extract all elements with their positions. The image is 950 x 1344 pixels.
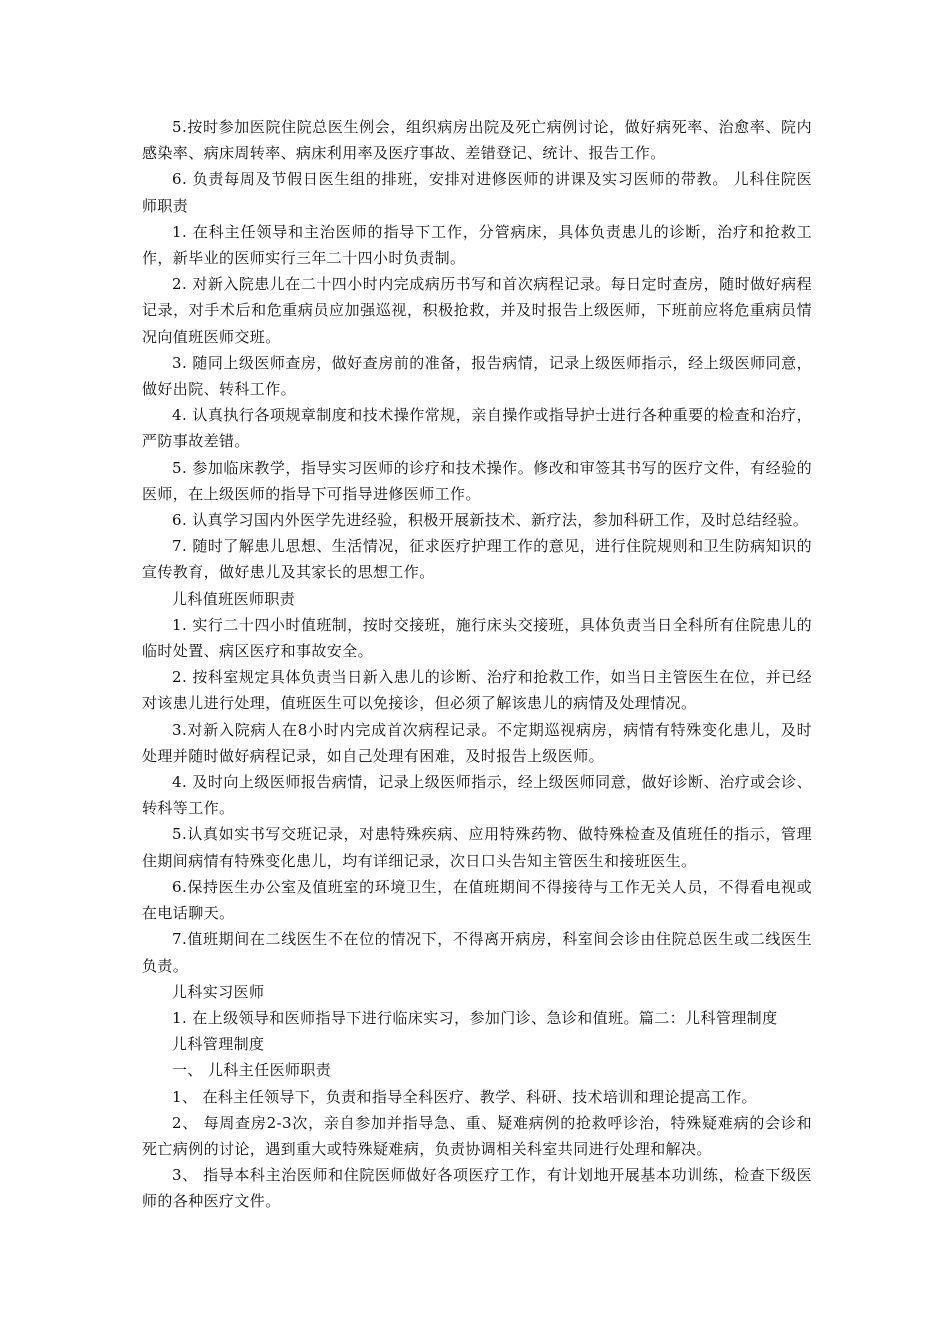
paragraph-7: 5. 参加临床教学，指导实习医师的诊疗和技术操作。修改和审签其书写的医疗文件，有经验的医师，在上级医师的指导下可指导进修医师工作。: [142, 458, 812, 503]
paragraph-17: 7.值班期间在二线医生不在位的情况下，不得离开病房，科室间会诊由住院总医生或二线医生负责。: [142, 930, 812, 975]
paragraph-23: 2、 每周查房2-3次，亲自参加并指导急、重、疑难病例的抢救呼诊治，特殊疑难病的会诊和死亡病例的讨论，遇到重大或特殊疑难病，负责协调相关科室共同进行处理和解决。: [142, 1113, 812, 1158]
paragraph-4: 2. 对新入院患儿在二十四小时内完成病历书写和首次病程记录。每日定时查房，随时做好病程记录，对手术后和危重病员应加强巡视，积极抢救，并及时报告上级医师，下班前应将危重病员情况向值班医师交班。: [142, 275, 812, 346]
paragraph-16: 6.保持医生办公室及值班室的环境卫生，在值班期间不得接待与工作无关人员，不得看电视或在电话聊天。: [142, 877, 812, 923]
paragraph-12: 2. 按科室规定具体负责当日新入患儿的诊断、治疗和抢救工作，如当日主管医生在位，并已经对该患儿进行处理，值班医生可以免接诊，但必须了解该患儿的病情及处理情况。: [142, 668, 812, 713]
paragraph-24: 3、 指导本科主治医师和住院医师做好各项医疗工作，有计划地开展基本功训练，检查下级医师的各种医疗文件。: [142, 1166, 812, 1211]
section-heading-intern: 儿科实习医师: [172, 982, 265, 1001]
paragraph-11: 1. 实行二十四小时值班制，按时交接班，施行床头交接班，具体负责当日全科所有住院患儿的临时处置、病区医疗和事故安全。: [142, 615, 812, 661]
section-heading-chief-physician: 一、 儿科主任医师职责: [172, 1061, 332, 1080]
paragraph-14: 4. 及时向上级医师报告病情，记录上级医师指示，经上级医师同意，做好诊断、治疗或会诊、转科等工作。: [142, 773, 812, 818]
paragraph-8: 6. 认真学习国内外医学先进经验，积极开展新技术、新疗法，参加科研工作，及时总结经验。: [172, 511, 809, 530]
section-heading-duty-doctor: 儿科值班医师职责: [172, 589, 296, 608]
section-heading-management: 儿科管理制度: [172, 1035, 265, 1054]
paragraph-15: 5.认真如实书写交班记录，对患特殊疾病、应用特殊药物、做特殊检查及值班任的指示，管理住期间病情有特殊变化患儿，均有详细记录，次日口头告知主管医生和接班医生。: [142, 825, 812, 870]
paragraph-9: 7. 随时了解患儿思想、生活情况，征求医疗护理工作的意见，进行住院规则和卫生防病知识的宣传教育，做好患儿及其家长的思想工作。: [142, 537, 812, 582]
paragraph-22: 1、 在科主任领导下，负责和指导全科医疗、教学、科研、技术培训和理论提高工作。: [172, 1087, 757, 1106]
document-body: [142, 114, 812, 1215]
paragraph-13: 3.对新入院病人在8小时内完成首次病程记录。不定期巡视病房，病情有特殊变化患儿，及时处理并随时做好病程记录，如自己处理有困难，及时报告上级医师。: [142, 720, 812, 765]
paragraph-1: 5.按时参加医院住院总医生例会，组织病房出院及死亡病例讨论，做好病死率、治愈率、院内感染率、病床周转率、病床利用率及医疗事故、差错登记、统计、报告工作。: [142, 118, 812, 163]
paragraph-19: 1. 在上级领导和医师指导下进行临床实习，参加门诊、急诊和值班。篇二：儿科管理制度: [172, 1008, 778, 1027]
paragraph-3: 1. 在科主任领导和主治医师的指导下工作，分管病床，具体负责患儿的诊断，治疗和抢救工作，新毕业的医师实行三年二十四小时负责制。: [142, 222, 812, 268]
paragraph-6: 4. 认真执行各项规章制度和技术操作常规，亲自操作或指导护士进行各种重要的检查和治疗，严防事故差错。: [142, 406, 812, 451]
paragraph-5: 3. 随同上级医师查房，做好查房前的准备，报告病情，记录上级医师指示，经上级医师同意，做好出院、转科工作。: [142, 353, 812, 399]
paragraph-2: 6. 负责每周及节假日医生组的排班，安排对进修医师的讲课及实习医师的带教。 儿科住院医师职责: [142, 170, 812, 215]
